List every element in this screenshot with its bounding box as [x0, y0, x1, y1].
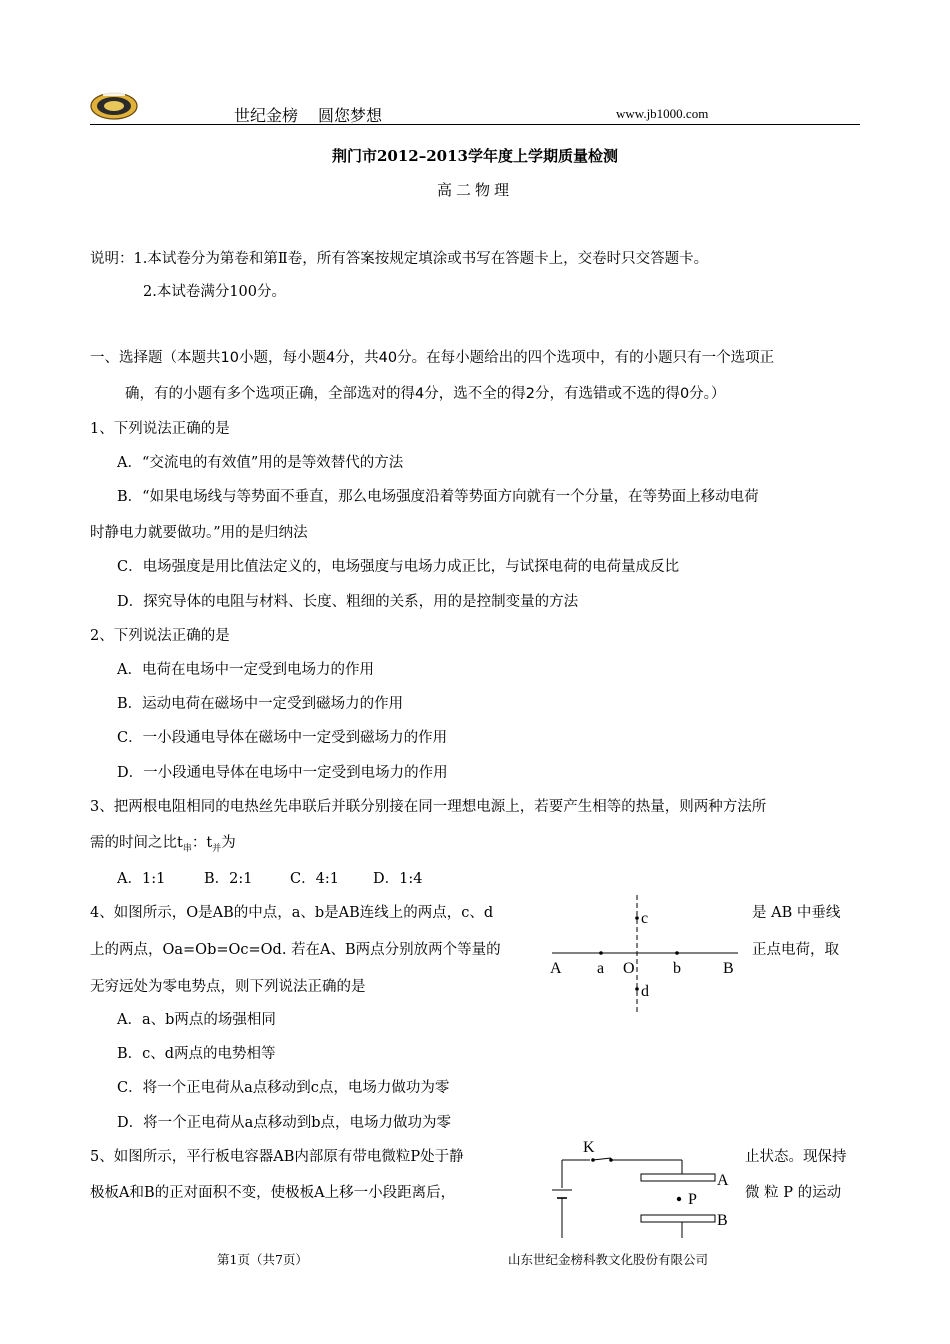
- q1-stem: 1、下列说法正确的是: [90, 421, 230, 437]
- q4-stem-line1-left: 4、如图所示，O是AB的中点，a、b是AB连线上的两点，c、d: [90, 905, 494, 921]
- q5-plate-a: [641, 1174, 715, 1181]
- q3-option-d: D．1:4: [373, 871, 423, 887]
- q5-label-A: A: [717, 1172, 729, 1189]
- q5-label-K: K: [583, 1139, 595, 1156]
- logo: [89, 90, 139, 120]
- header-rule: [90, 124, 860, 125]
- q1-option-d: D．探究导体的电阻与材料、长度、粗细的关系，用的是控制变量的方法: [117, 594, 579, 610]
- q4-label-O: O: [623, 960, 635, 977]
- instruction-line-1: 说明：1.本试卷分为第卷和第Ⅱ卷，所有答案按规定填涂或书写在答题卡上，交卷时只交答题卡。: [90, 251, 709, 267]
- q4-stem-line3: 无穷远处为零电势点，则下列说法正确的是: [90, 979, 366, 995]
- q5-figure: [545, 1138, 745, 1240]
- q5-label-B: B: [717, 1212, 728, 1229]
- q4-figure: [540, 893, 750, 1018]
- q5-stem-line1-right: 止状态。现保持: [745, 1149, 847, 1165]
- q4-label-A: A: [550, 960, 562, 977]
- q4-stem-line1-right: 是 AB 中垂线: [752, 905, 841, 921]
- q3-stem-text-3: 为: [221, 835, 236, 851]
- q3-stem-text-2: ：t: [191, 835, 213, 851]
- q3-stem-line1: 3、把两根电阻相同的电热丝先串联后并联分别接在同一理想电源上，若要产生相等的热量，则两种方法所: [90, 799, 767, 815]
- exam-subject: 高二物理: [436, 181, 513, 199]
- q4-label-B: B: [723, 960, 734, 977]
- q3-option-b: B．2:1: [204, 871, 253, 887]
- q5-stem-line2-right: 微 粒 P 的运动: [745, 1185, 842, 1201]
- footer-page-number: 第1页（共7页）: [217, 1252, 308, 1267]
- q4-point-d: [635, 987, 639, 991]
- logo-emblem-icon: [89, 90, 139, 120]
- q1-option-b-line1: B．“如果电场线与等势面不垂直，那么电场强度沿着等势面方向就有一个分量，在等势面上移动电荷: [117, 489, 759, 505]
- q3-option-a: A．1:1: [117, 871, 166, 887]
- q4-option-a: A．a、b两点的场强相同: [117, 1012, 276, 1028]
- q4-point-a: [599, 951, 603, 955]
- q4-option-b: B．c、d两点的电势相等: [117, 1046, 276, 1062]
- q4-stem-line2-left: 上的两点，Oa=Ob=Oc=Od. 若在A、B两点分别放两个等量的: [90, 942, 501, 958]
- header-slogan-2: 圆您梦想: [318, 106, 383, 125]
- q2-option-d: D．一小段通电导体在电场中一定受到电场力的作用: [117, 765, 448, 781]
- q5-switch-k: [593, 1158, 611, 1160]
- q1-option-c: C．电场强度是用比值法定义的，电场强度与电场力成正比，与试探电荷的电荷量成反比: [117, 559, 680, 575]
- q4-label-d: d: [641, 983, 649, 1000]
- q4-label-c: c: [641, 910, 649, 927]
- q2-option-b: B．运动电荷在磁场中一定受到磁场力的作用: [117, 696, 404, 712]
- q4-point-c: [635, 916, 639, 920]
- q3-subscript-parallel: 并: [212, 843, 222, 854]
- q5-plate-b: [641, 1215, 715, 1222]
- q1-option-b-line2: 时静电力就要做功。”用的是归纳法: [90, 525, 308, 541]
- q4-stem-line2-right: 正点电荷，取: [752, 942, 839, 958]
- q3-option-c: C．4:1: [290, 871, 339, 887]
- section-heading-line-1: 一、选择题（本题共10小题，每小题4分，共40分。在每小题给出的四个选项中，有的小题只有一个选项正: [90, 350, 775, 366]
- q4-label-a: a: [597, 960, 605, 977]
- q4-label-b: b: [673, 960, 681, 977]
- q4-option-c: C．将一个正电荷从a点移动到c点，电场力做功为零: [117, 1080, 450, 1096]
- q5-label-P: P: [688, 1191, 697, 1208]
- instruction-line-2: 2.本试卷满分100分。: [143, 284, 287, 300]
- q3-subscript-series: 串: [182, 843, 192, 854]
- q1-option-a: A．“交流电的有效值”用的是等效替代的方法: [117, 455, 404, 471]
- header-url[interactable]: www.jb1000.com: [616, 106, 709, 121]
- q3-stem-text-1: 需的时间之比t: [90, 835, 183, 851]
- exam-title: 荆门市2012–2013学年度上学期质量检测: [332, 147, 618, 165]
- q5-stem-line2-left: 极板A和B的正对面积不变，使极板A上移一小段距离后，: [90, 1185, 456, 1201]
- header-slogan-1: 世纪金榜: [234, 106, 299, 125]
- section-heading-line-2: 确，有的小题有多个选项正确，全部选对的得4分，选不全的得2分，有选错或不选的得0分。）: [125, 386, 726, 402]
- q5-particle-p: [677, 1197, 681, 1201]
- q4-point-b: [675, 951, 679, 955]
- q2-option-a: A．电荷在电场中一定受到电场力的作用: [117, 662, 374, 678]
- q3-stem-line2: [90, 831, 236, 854]
- q2-option-c: C．一小段通电导体在磁场中一定受到磁场力的作用: [117, 730, 448, 746]
- q5-stem-line1-left: 5、如图所示，平行板电容器AB内部原有带电微粒P处于静: [90, 1149, 464, 1165]
- footer-company: 山东世纪金榜科教文化股份有限公司: [508, 1252, 709, 1267]
- q5-switch-contact-1: [591, 1158, 595, 1162]
- q4-option-d: D．将一个正电荷从a点移动到b点，电场力做功为零: [117, 1115, 452, 1131]
- q2-stem: 2、下列说法正确的是: [90, 628, 230, 644]
